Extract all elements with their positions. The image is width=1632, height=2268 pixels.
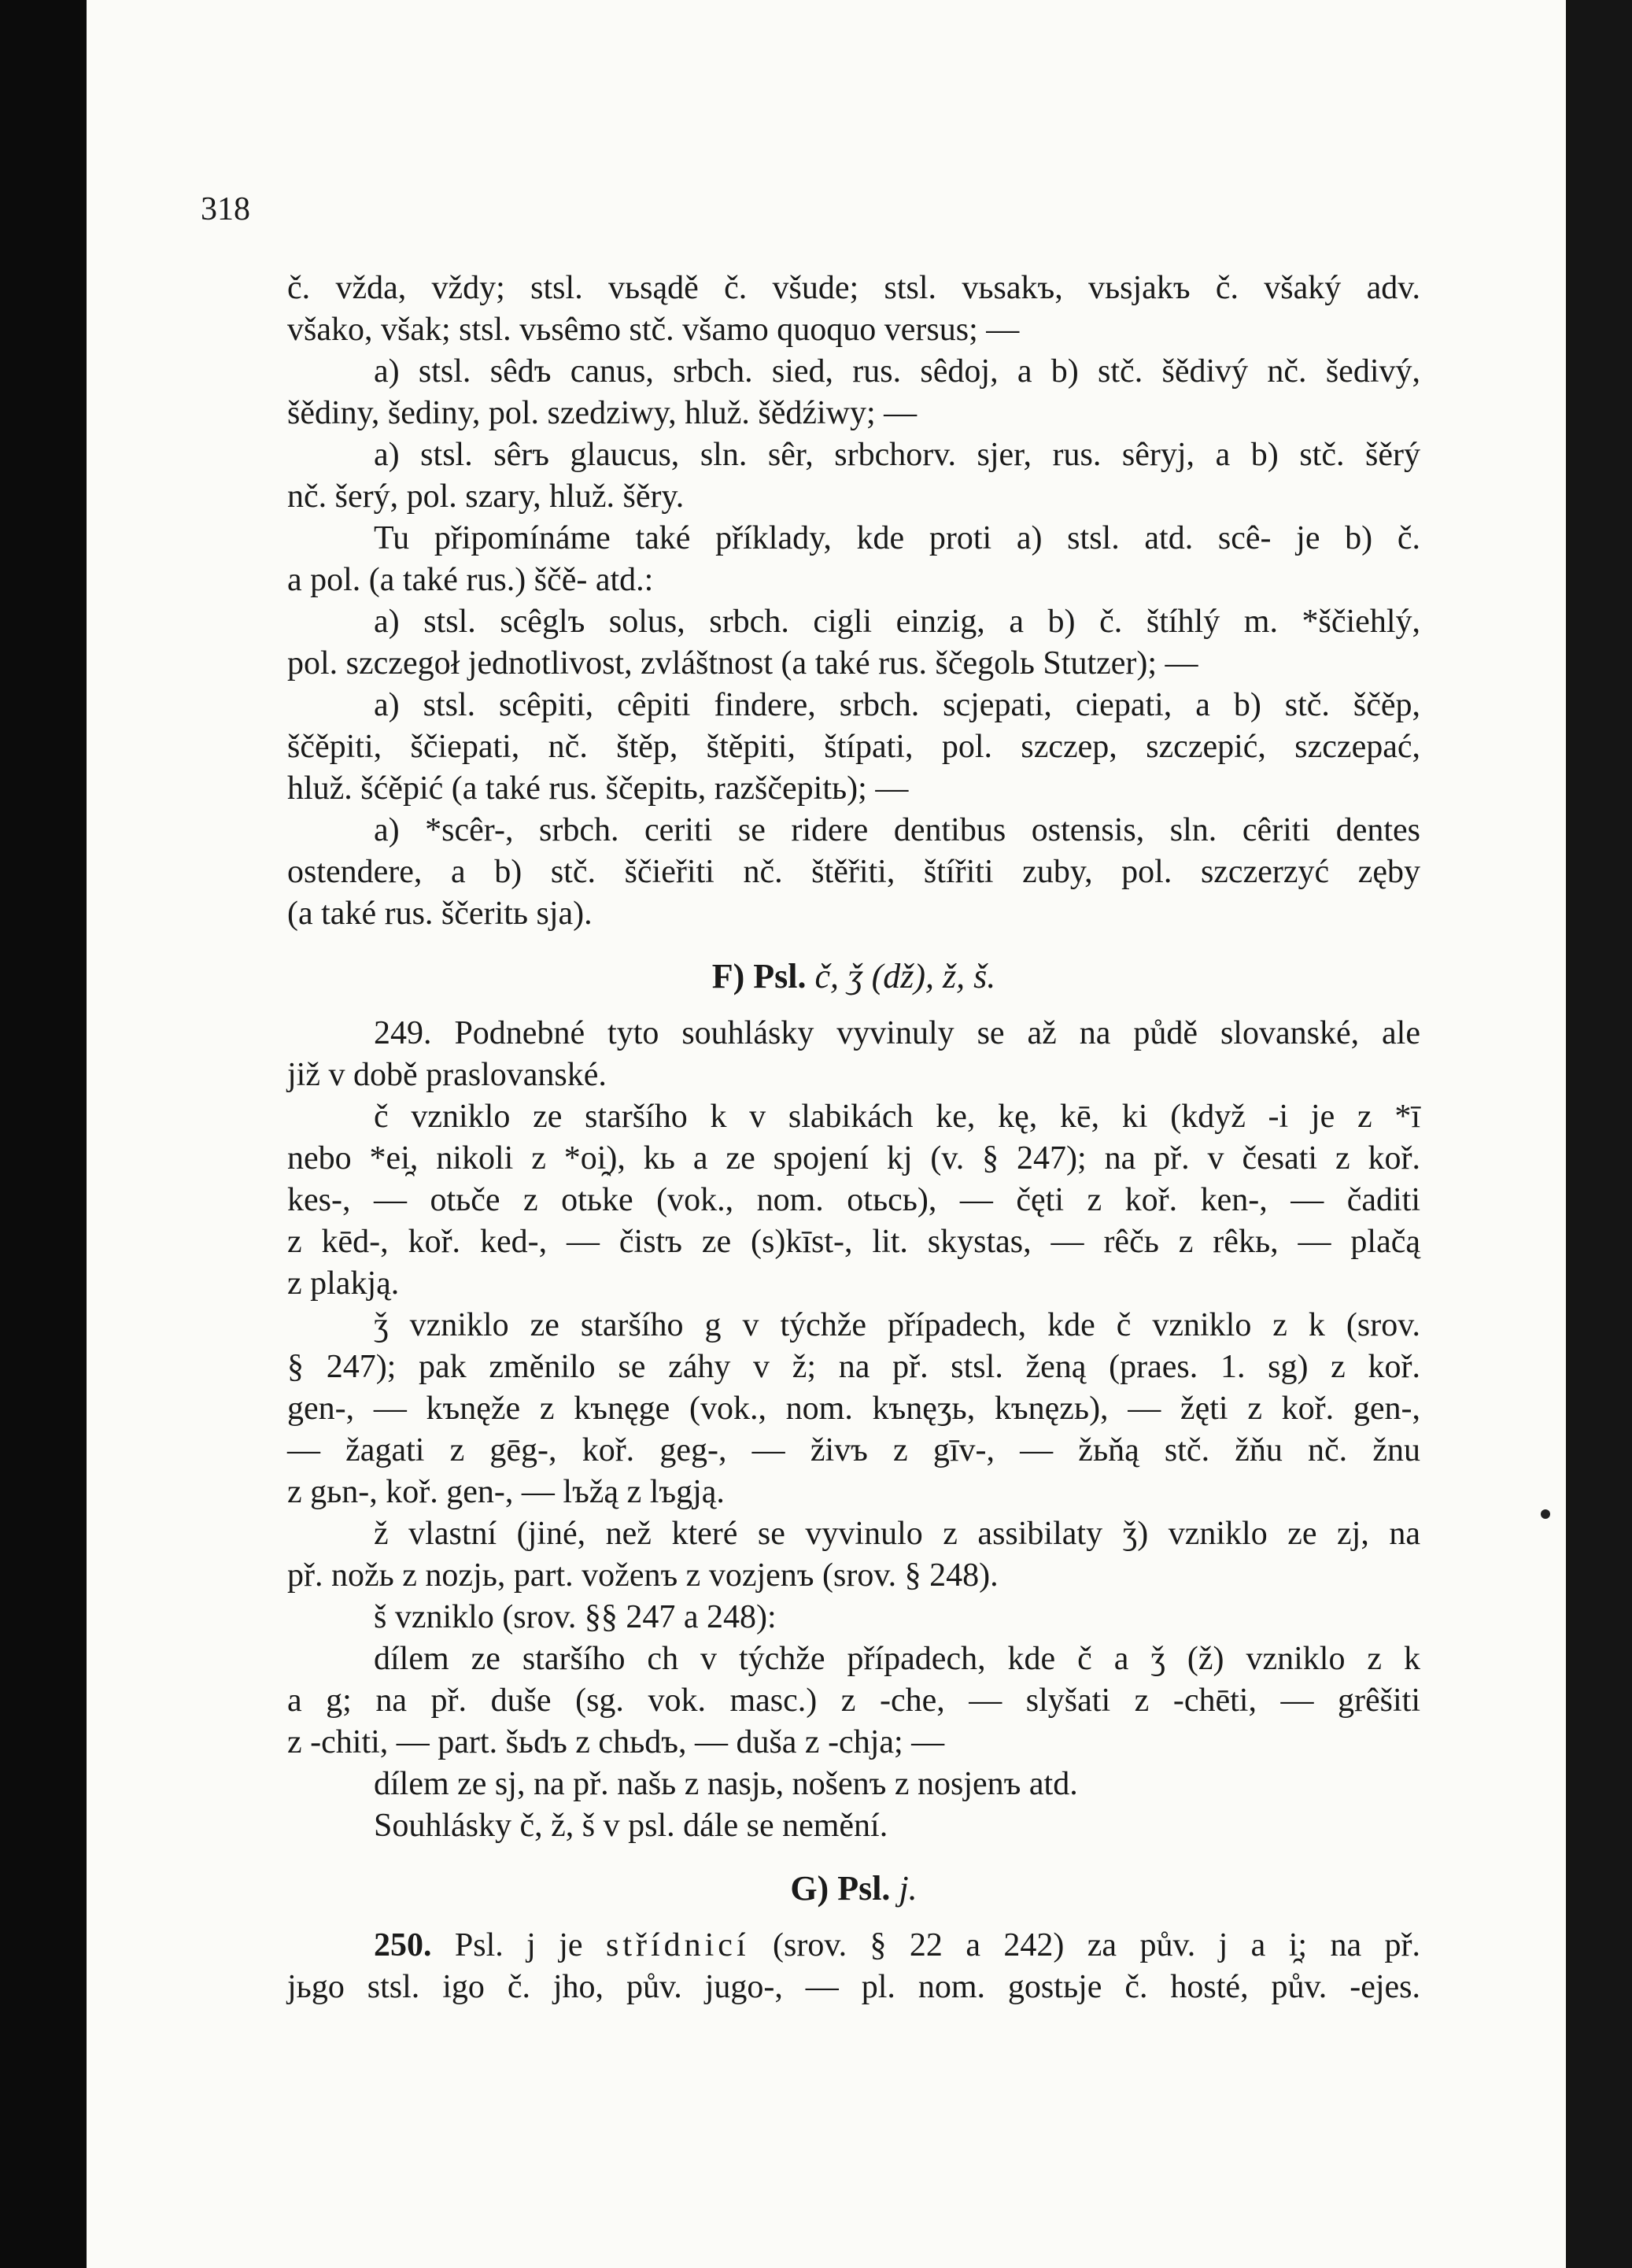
heading-letters: j. bbox=[899, 1869, 918, 1908]
text-line: dílem ze staršího ch v týchže případech, kde č a ǯ (ž) vzniklo z k bbox=[374, 1641, 1420, 1677]
text-line: — žagati z gēg-, koř. geg-, — živъ z gīv-, — žьňą stč. žňu nč. žnu bbox=[287, 1432, 1420, 1468]
scan-speck bbox=[1541, 1509, 1550, 1519]
text-line: a g; na př. duše (sg. vok. masc.) z -che, — slyšati z -chēti, — grêšiti bbox=[287, 1683, 1420, 1719]
text-line: (a také rus. ščeritь sja). bbox=[287, 896, 593, 932]
text-line: ǯ vzniklo ze staršího g v týchže případech, kde č vzniklo z k (srov. bbox=[374, 1307, 1420, 1343]
paragraph-number: 250. bbox=[374, 1927, 432, 1963]
text-line: ž vlastní (jiné, než které se vyvinulo z assibilaty ǯ) vzniklo ze zj, na bbox=[374, 1516, 1420, 1552]
text-line: hluž. šćěpić (a také rus. ščepitь, razščepitь); — bbox=[287, 770, 909, 807]
text-line: již v době praslovanské. bbox=[287, 1057, 607, 1093]
text-line bbox=[287, 1925, 1420, 1967]
text-line: gen-, — kъnęže z kъnęge (vok., nom. kъnęʒь, kъnęzь), — žęti z koř. gen-, bbox=[287, 1391, 1420, 1427]
text-line: a pol. (a také rus.) ščě- atd.: bbox=[287, 562, 654, 598]
section-heading-f bbox=[287, 955, 1420, 997]
text-line: kes-, — otьče z otьke (vok., nom. otьcь), — čęti z koř. ken-, — čaditi bbox=[287, 1182, 1420, 1218]
text-line: 249. Podnebné tyto souhlásky vyvinuly se až na půdě slovanské, ale bbox=[374, 1015, 1420, 1051]
text-line: a) stsl. scêpiti, cêpiti findere, srbch. scjepati, ciepati, a b) stč. ščěp, bbox=[374, 687, 1420, 723]
text-line: z -chiti, — part. šьdъ z chьdъ, — duša z -chja; — bbox=[287, 1724, 945, 1760]
text-line: ščěpiti, ščiepati, nč. štěp, štěpiti, štípati, pol. szczep, szczepić, szczepać, bbox=[287, 729, 1420, 765]
text-line: nebo *ei̯, nikoli z *oi̯), kь a ze spojení kj (v. § 247); na př. v česati z koř. bbox=[287, 1140, 1420, 1176]
text-line: všako, však; stsl. vьsêmo stč. všamo quoquo versus; — bbox=[287, 312, 1020, 348]
text-line: a) stsl. scêglъ solus, srbch. cigli einzig, a b) č. štíhlý m. *ščiehlý, bbox=[374, 604, 1420, 640]
text-line: př. nožь z nozjь, part. voženъ z vozjenъ (srov. § 248). bbox=[287, 1557, 999, 1594]
text-line: a) stsl. sêrъ glaucus, sln. sêr, srbchorv. sjer, rus. sêryj, a b) stč. šěrý bbox=[374, 437, 1420, 473]
text-line: dílem ze sj, na př. našь z nasjь, nošenъ z nosjenъ atd. bbox=[374, 1766, 1078, 1802]
page-number: 318 bbox=[201, 191, 250, 227]
spaced-term: střídnicí bbox=[605, 1927, 750, 1963]
heading-label: F) Psl. bbox=[711, 957, 807, 995]
main-text bbox=[287, 268, 1420, 2008]
text-line: § 247); pak změnilo se záhy v ž; na př. stsl. ženą (praes. 1. sg) z koř. bbox=[287, 1349, 1420, 1385]
text-line: č. vždа, vždy; stsl. vьsądě č. všude; stsl. vьsakъ, vьsjakъ č. všaký adv. bbox=[287, 270, 1420, 306]
heading-letters: č, ǯ (dž), ž, š. bbox=[814, 957, 996, 995]
text-line: z plakją. bbox=[287, 1265, 400, 1302]
text-line: č vzniklo ze staršího k v slabikách ke, kę, kē, ki (když -i je z *ī bbox=[374, 1099, 1420, 1135]
heading-label: G) Psl. bbox=[790, 1869, 891, 1908]
text-line: jьgo stsl. igo č. jho, pův. jugo-, — pl. nom. gostьje č. hosté, pův. -ejes. bbox=[287, 1969, 1420, 2005]
text-line: š vzniklo (srov. §§ 247 a 248): bbox=[374, 1599, 777, 1635]
text-line: ostendere, a b) stč. ščieřiti nč. štěřiti, štířiti zuby, pol. szczerzyć zęby bbox=[287, 854, 1420, 890]
text-line: šědiny, šediny, pol. szedziwy, hluž. šědźiwy; — bbox=[287, 395, 918, 431]
text-fragment: (srov. § 22 a 242) za pův. j a i̯; na př. bbox=[773, 1927, 1420, 1963]
text-line: nč. šerý, pol. szary, hluž. šěry. bbox=[287, 478, 685, 515]
text-line: a) *scêr-, srbch. ceriti se ridere dentibus ostensis, sln. cêriti dentes bbox=[374, 812, 1420, 848]
text-fragment: Psl. j je bbox=[454, 1927, 583, 1963]
text-line: pol. szczegoł jednotlivost, zvláštnost (a také rus. ščegolь Stutzer); — bbox=[287, 645, 1198, 682]
text-line: Souhlásky č, ž, š v psl. dále se nemění. bbox=[374, 1808, 888, 1844]
text-line: z kēd-, koř. ked-, — čistъ ze (s)kīst-, lit. skystas, — rêčь z rêkь, — plačą bbox=[287, 1224, 1420, 1260]
scan-left-margin bbox=[0, 0, 87, 2268]
text-line: z gьn-, koř. gen-, — lъžą z lъgją. bbox=[287, 1474, 725, 1510]
section-heading-g bbox=[287, 1867, 1420, 1909]
text-line: Tu připomínáme také příklady, kde proti a) stsl. atd. scê- je b) č. bbox=[374, 520, 1420, 556]
scan-right-margin bbox=[1566, 0, 1632, 2268]
text-line: a) stsl. sêdъ canus, srbch. sied, rus. sêdoj, a b) stč. šědivý nč. šedivý, bbox=[374, 353, 1420, 390]
